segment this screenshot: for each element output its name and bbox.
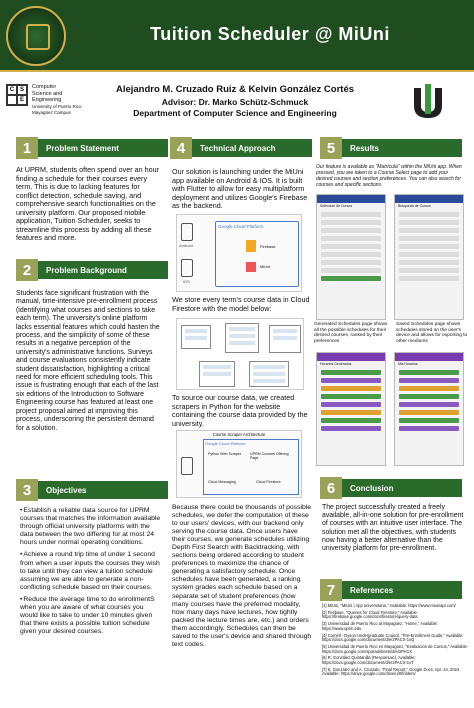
firebase-label: Firebase — [260, 244, 276, 249]
section-title: References — [342, 581, 462, 599]
gcp-box — [215, 221, 299, 287]
scraper-label: Python Web Scraper — [208, 452, 242, 456]
messaging-label: Cloud Messaging — [208, 480, 236, 484]
screenshot-course-select — [316, 194, 386, 320]
screenshot-title: Mis Horarios — [398, 362, 418, 366]
phone-icon — [181, 457, 193, 475]
reference-item: [1] MiUni, "MiUni | App universitaria," Available: https://www.miuniapr.com/ — [322, 603, 456, 608]
gcp-label: Google Cloud Platform — [218, 224, 264, 229]
screenshot-saved-schedules — [394, 352, 464, 466]
reference-item: [7] K. González and A. Cruzado, "Final Report," Google Docs, Apr. 24, 2024. Available: https://drive.google.com/drive/u/0/folders/ — [322, 666, 461, 677]
section-2-header — [16, 260, 168, 280]
objectives-list — [20, 507, 162, 640]
miuni-logo-icon — [408, 84, 448, 122]
section-3-header — [16, 480, 168, 500]
section-number: 4 — [170, 137, 192, 159]
section-title: Technical Approach — [192, 139, 312, 157]
logo-letter: S — [17, 85, 27, 95]
section-number: 3 — [16, 479, 38, 501]
ios-label: iOS — [183, 279, 190, 284]
miuni-icon — [246, 262, 256, 272]
caption-saved: Saved Schedules page shows schedules stored on the user's device and allows for exporting to other mediums — [396, 322, 468, 344]
problem-background-text: Students face significant frustration with the manual, time-intensive pre-enrollment process (identifying what courses and sections to take each term). The university's online platform lacks essential features which could hasten the process, and the simplicity of some of these results in a negative perception of the university's administrative functions. Surveys and course evaluations consistently indicate student dissatisfaction, highlighting a critical need for more efficient scheduling tools. This issue is frustrating enough that each of the last six editions of the Introduction to Software Engineering course has featured at least one project proposal aimed at improving this process, underscoring the persistent demand for a solution. — [16, 290, 160, 432]
section-7-header — [320, 580, 462, 600]
section-6-header — [320, 478, 462, 498]
university-seal-icon — [6, 6, 66, 66]
dept-line: University of Puerto Rico — [32, 103, 82, 109]
section-number: 5 — [320, 137, 342, 159]
data-model-diagram — [176, 318, 304, 390]
reference-item: [6] R. González Quintanilla (Responsaic), Available: https://docs.google.com/document/d/e/2PACX-1vT — [322, 655, 416, 666]
logo-letter: C — [7, 85, 17, 95]
scraper-diagram-title: Course Scraper Architecture — [212, 432, 266, 437]
screenshot-title: Horarios Generados — [320, 362, 352, 366]
dept-line: Engineering — [32, 97, 62, 103]
section-title: Conclusion — [342, 479, 462, 497]
section-title: Objectives — [38, 481, 168, 499]
section-5-header — [320, 138, 462, 158]
screenshot-title: Búsqueda de Cursos — [398, 204, 431, 208]
gcp-box — [203, 439, 299, 495]
screenshot-generated-schedules — [316, 352, 386, 466]
objective-item: • Establish a reliable data source for UPRM courses that matches the information available through official university platforms with the data between the two differing for at most 24 hours under normal operating conditions. — [20, 507, 162, 547]
logo-letter — [7, 95, 17, 105]
dept-line: Mayagüez Campus — [32, 110, 71, 115]
screenshot-course-search — [394, 194, 464, 320]
authors-block — [80, 84, 390, 118]
objective-item: • Achieve a round trip time of under 1 second from when a user inputs the courses they wish to take until they can view a tuition schedule assuming we are able to generate a non-conflicting schedule based on their courses. — [20, 551, 162, 591]
db-label: Cloud Firestore — [256, 480, 281, 484]
gcp-label: Google Cloud Platform — [205, 441, 246, 446]
technical-approach-p2: We store every term's course data in Cloud Firestore with the model below: — [172, 295, 310, 313]
department: Department of Computer Science and Engineering — [133, 108, 337, 118]
references-list — [322, 604, 468, 679]
section-number: 2 — [16, 259, 38, 281]
section-title: Results — [342, 139, 462, 157]
scraper-diagram — [176, 430, 302, 498]
technical-approach-p3: To source our course data, we created scrapers in Python for the website containing the course data provided by the university. — [172, 393, 308, 428]
screenshot-title: Selección de Cursos — [320, 204, 353, 208]
technical-approach-p4: Because there could be thousands of possible schedules, we defer the computation of these to our users' devices, with our backend only serving the course data. Once users have their courses, we generate schedules utilizing Depth First Search with Backtracking, with sections being ordered according to student preferences to maximize the chance of generating a satisfactory schedule. Once schedules have been generated, a ranking system grades each schedule based on a separate set of student preferences (how many courses have the preferred modality, how many days have lectures, how tightly packed the lecture times are, etc.) and orders them accordingly. Schedules can then be saved to the user's device and shared through text codes. — [172, 504, 312, 648]
section-title: Problem Background — [38, 261, 168, 279]
android-label: Android — [179, 243, 193, 248]
author-names: Alejandro M. Cruzado Ruiz & Kelvin González Cortés — [115, 84, 355, 95]
conclusion-text: The project successfully created a freely available, all-in-one solution for pre-enrollment of courses with an intuitive user interface. The solution met all the objectives, with students now having a better alternative than the university platform for pre-enrollment. — [322, 504, 464, 553]
technical-approach-p1: Our solution is launching under the MiUni app available on Android & IOS. It is built with Flutter to allow for easy multiplatform deployment and utilizes Google's Firebase as the backend. — [172, 167, 308, 210]
section-number: 1 — [16, 137, 38, 159]
caption-generated: Generated Schedules page shows all the possible schedules for their desired courses, ranked by their preferences — [314, 322, 388, 344]
section-number: 6 — [320, 477, 342, 499]
reference-item: [3] Universidad de Puerto Rico at Mayagüez, "Home," Available: https://www.uprm.edu — [322, 621, 438, 631]
phone-icon — [181, 259, 193, 277]
miuni-label: MiUni — [260, 264, 271, 269]
reference-item: [2] Firebase, "Queries for Cloud Firestore," Available: https://firebase.google.com/docs/firestore/query-data — [322, 609, 418, 620]
results-intro: Our feature is available as "Matrícula" within the MiUni app. When pressed, you are taken to a Course Select page to add your desired courses and section preferences. You can also search for courses and specific sections. — [316, 164, 462, 188]
poster-header — [0, 0, 474, 72]
architecture-diagram — [176, 214, 302, 292]
advisor: Advisor: Dr. Marko Schütz-Schmuck — [161, 97, 309, 107]
firebase-icon — [246, 240, 256, 252]
phone-icon — [181, 223, 193, 241]
cse-logo-icon — [6, 84, 28, 106]
problem-statement-text: At UPRM, students often spend over an hour finding a schedule for their courses every term. This is due to lacking features for conflict detection, schedule saving, and comprehensive search functionalities on the university platform. Our proposed mobile application, Tuition Scheduler, seeks to streamline this process by adding all these features and more. — [16, 165, 160, 242]
section-title: Problem Statement — [38, 139, 168, 157]
reference-item: [4] Cornell - Dyson Undergraduate Council, "Pre-Enrollment Guide," Available: https://docs.google.com/document/d/e/2PACX-1vQ — [322, 632, 464, 643]
source-label: UPRM Courses Offering Page — [250, 452, 289, 460]
dept-line: Computer — [32, 84, 57, 90]
section-1-header — [16, 138, 168, 158]
dept-line: Science and — [32, 90, 63, 97]
section-4-header — [170, 138, 312, 158]
poster-title: Tuition Scheduler @ MiUni — [150, 24, 390, 44]
reference-item: [5] Universidad de Puerto Rico en Mayagüez, "Evaluación de Cursos," Available: https://docs.google.com/spreadsheets/d/e/2PACX — [322, 643, 468, 654]
section-number: 7 — [320, 579, 342, 601]
logo-letter: E — [17, 95, 27, 105]
objective-item: • Reduce the average time to do enrollmentS when you are aware of what courses you would like to take to under 10 minutes given that there exists a possible tuition schedule given your desired courses. — [20, 596, 162, 636]
